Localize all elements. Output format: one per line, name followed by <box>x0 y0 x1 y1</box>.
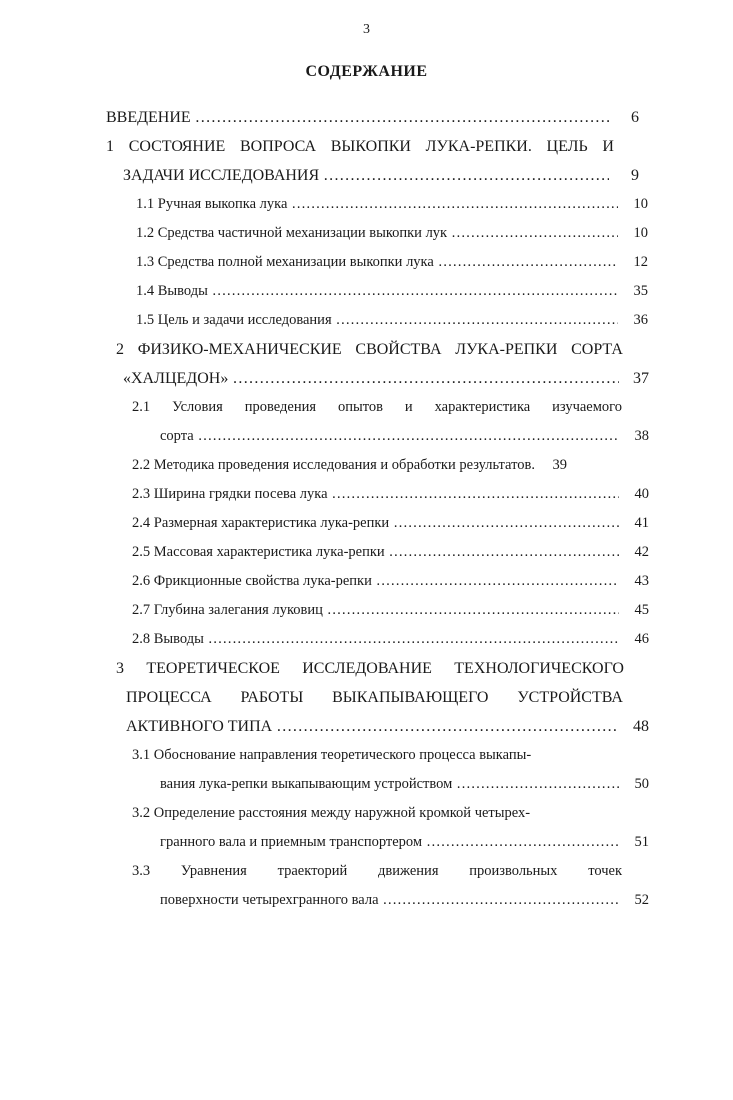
dot-leader <box>426 828 619 857</box>
table-of-contents <box>0 103 733 915</box>
word: ВЫКАПЫВАЮЩЕГО <box>332 689 489 706</box>
dot-leader <box>276 712 619 741</box>
dot-leader <box>456 770 619 799</box>
toc-entry-3-2-line2[interactable] <box>160 828 649 857</box>
toc-entry-page: 51 <box>634 834 649 850</box>
toc-entry-text: 1.3 Средства полной механизации выкопки лука <box>136 254 434 270</box>
toc-entry-text: 1.2 Средства частичной механизации выкопки лук <box>136 225 448 241</box>
toc-entry-page: 45 <box>634 602 649 618</box>
word: СОРТА <box>571 341 623 358</box>
toc-entry-2-5[interactable] <box>132 538 649 567</box>
toc-entry-text: 2.8 Выводы <box>132 631 204 647</box>
word: СВОЙСТВА <box>355 341 442 358</box>
page-title: СОДЕРЖАНИЕ <box>305 63 428 80</box>
toc-entry-2-4[interactable] <box>132 509 649 538</box>
toc-entry-text: 3.2 Определение расстояния между наружной кромкой четырех- <box>132 805 531 821</box>
word: изучаемого <box>552 399 622 415</box>
word: Условия <box>172 399 223 415</box>
word: ФИЗИКО-МЕХАНИЧЕСКИЕ <box>137 341 342 358</box>
toc-entry-text: поверхности четырехгранного вала <box>160 892 379 908</box>
toc-entry-page: 40 <box>634 486 649 502</box>
toc-entry-text: 2.5 Массовая характеристика лука-репки <box>132 544 385 560</box>
toc-entry-text: ВВЕДЕНИЕ <box>106 109 191 126</box>
toc-entry-page: 6 <box>631 109 639 126</box>
word: ВЫКОПКИ <box>330 138 411 155</box>
toc-entry-3-1-line1[interactable] <box>132 741 622 770</box>
word: И <box>602 138 614 155</box>
toc-entry-text: 2.7 Глубина залегания луковиц <box>132 602 323 618</box>
dot-leader <box>451 219 618 248</box>
toc-entry-page: 52 <box>634 892 649 908</box>
toc-entry-1-1[interactable] <box>136 190 648 219</box>
word: проведения <box>244 399 317 415</box>
toc-entry-3-1-line2[interactable] <box>160 770 649 799</box>
word: ЛУКА-РЕПКИ <box>455 341 558 358</box>
word: опытов <box>337 399 383 415</box>
toc-entry-2-7[interactable] <box>132 596 649 625</box>
toc-entry-page: 38 <box>634 428 649 444</box>
word: ПРОЦЕССА <box>126 689 212 706</box>
toc-entry-page: 39 <box>552 457 567 473</box>
word: ТЕХНОЛОГИЧЕСКОГО <box>454 660 624 677</box>
word: точек <box>588 863 622 879</box>
toc-entry-1-2[interactable] <box>136 219 648 248</box>
dot-leader <box>389 538 619 567</box>
toc-chapter3-line2[interactable] <box>126 683 623 712</box>
toc-entry-page: 10 <box>633 196 648 212</box>
toc-entry-2-1-line2[interactable] <box>160 422 649 451</box>
word: ЦЕЛЬ <box>546 138 588 155</box>
toc-entry-text: 2.4 Размерная характеристика лука-репки <box>132 515 390 531</box>
dot-leader <box>327 596 619 625</box>
word: ТЕОРЕТИЧЕСКОЕ <box>146 660 280 677</box>
word: 3.3 <box>132 863 151 879</box>
word: ВОПРОСА <box>240 138 317 155</box>
word: 2.1 <box>132 399 151 415</box>
word: 1 <box>106 138 114 155</box>
toc-entry-page: 10 <box>633 225 648 241</box>
toc-entry-text: 1.4 Выводы <box>136 283 208 299</box>
page-number: 3 <box>363 22 370 37</box>
toc-entry-2-6[interactable] <box>132 567 649 596</box>
toc-entry-page: 9 <box>631 167 639 184</box>
toc-entry-2-3[interactable] <box>132 480 649 509</box>
toc-entry-page: 35 <box>633 283 648 299</box>
toc-entry-text: вания лука-репки выкапывающим устройством <box>160 776 453 792</box>
toc-entry-3-2-line1[interactable] <box>132 799 622 828</box>
toc-entry-page: 36 <box>633 312 648 328</box>
toc-entry-page: 50 <box>634 776 649 792</box>
toc-entry-text: сорта <box>160 428 194 444</box>
toc-entry-text: 3.1 Обоснование направления теоретического процесса выкапы- <box>132 747 532 763</box>
word: траекторий <box>277 863 348 879</box>
dot-leader <box>232 364 619 393</box>
word: движения <box>378 863 439 879</box>
word: РАБОТЫ <box>240 689 304 706</box>
toc-entry-page: 42 <box>634 544 649 560</box>
toc-entry-text: «ХАЛЦЕДОН» <box>123 370 229 387</box>
dot-leader <box>383 886 619 915</box>
dot-leader <box>198 422 619 451</box>
dot-leader <box>336 306 618 335</box>
toc-entry-page: 43 <box>634 573 649 589</box>
toc-entry-page: 41 <box>634 515 649 531</box>
word: и <box>404 399 413 415</box>
toc-entry-text: ЗАДАЧИ ИССЛЕДОВАНИЯ <box>123 167 320 184</box>
word: характеристика <box>434 399 531 415</box>
word: СОСТОЯНИЕ <box>128 138 226 155</box>
word: УСТРОЙСТВА <box>517 689 623 706</box>
dot-leader <box>438 248 618 277</box>
toc-entry-text: 2.6 Фрикционные свойства лука-репки <box>132 573 372 589</box>
toc-chapter1-line1[interactable] <box>106 132 614 161</box>
toc-entry-text: 2.2 Методика проведения исследования и обработки результатов. <box>132 457 535 473</box>
toc-entry-intro[interactable] <box>106 103 639 132</box>
toc-entry-text: 2.3 Ширина грядки посева лука <box>132 486 328 502</box>
toc-entry-page: 37 <box>633 370 649 387</box>
toc-entry-text: АКТИВНОГО ТИПА <box>126 718 273 735</box>
toc-chapter2-line1[interactable] <box>116 335 623 364</box>
dot-leader <box>291 190 618 219</box>
toc-entry-1-5[interactable] <box>136 306 648 335</box>
dot-leader <box>332 480 619 509</box>
word: Уравнения <box>180 863 247 879</box>
toc-chapter1-line2[interactable] <box>123 161 639 190</box>
word: ИССЛЕДОВАНИЕ <box>302 660 432 677</box>
toc-entry-3-3-line1[interactable] <box>132 857 622 886</box>
word: 2 <box>116 341 124 358</box>
toc-chapter3-line3[interactable] <box>126 712 649 741</box>
toc-entry-text: 1.1 Ручная выкопка лука <box>136 196 288 212</box>
toc-entry-text: гранного вала и приемным транспортером <box>160 834 423 850</box>
toc-chapter2-line2[interactable] <box>123 364 649 393</box>
toc-entry-2-1-line1[interactable] <box>132 393 622 422</box>
toc-chapter3-line1[interactable] <box>116 654 624 683</box>
toc-entry-3-3-line2[interactable] <box>160 886 649 915</box>
toc-entry-2-8[interactable] <box>132 625 649 654</box>
toc-entry-1-3[interactable] <box>136 248 648 277</box>
word: 3 <box>116 660 124 677</box>
dot-leader <box>376 567 619 596</box>
toc-entry-text: 1.5 Цель и задачи исследования <box>136 312 332 328</box>
toc-entry-page: 46 <box>634 631 649 647</box>
toc-entry-page: 12 <box>633 254 648 270</box>
dot-leader <box>212 277 618 306</box>
word: произвольных <box>469 863 558 879</box>
dot-leader <box>323 161 609 190</box>
dot-leader <box>393 509 619 538</box>
toc-entry-page: 48 <box>633 718 649 735</box>
word: ЛУКА-РЕПКИ. <box>425 138 532 155</box>
dot-leader <box>195 103 609 132</box>
dot-leader <box>208 625 619 654</box>
toc-entry-2-2[interactable] <box>132 451 649 480</box>
toc-entry-1-4[interactable] <box>136 277 648 306</box>
